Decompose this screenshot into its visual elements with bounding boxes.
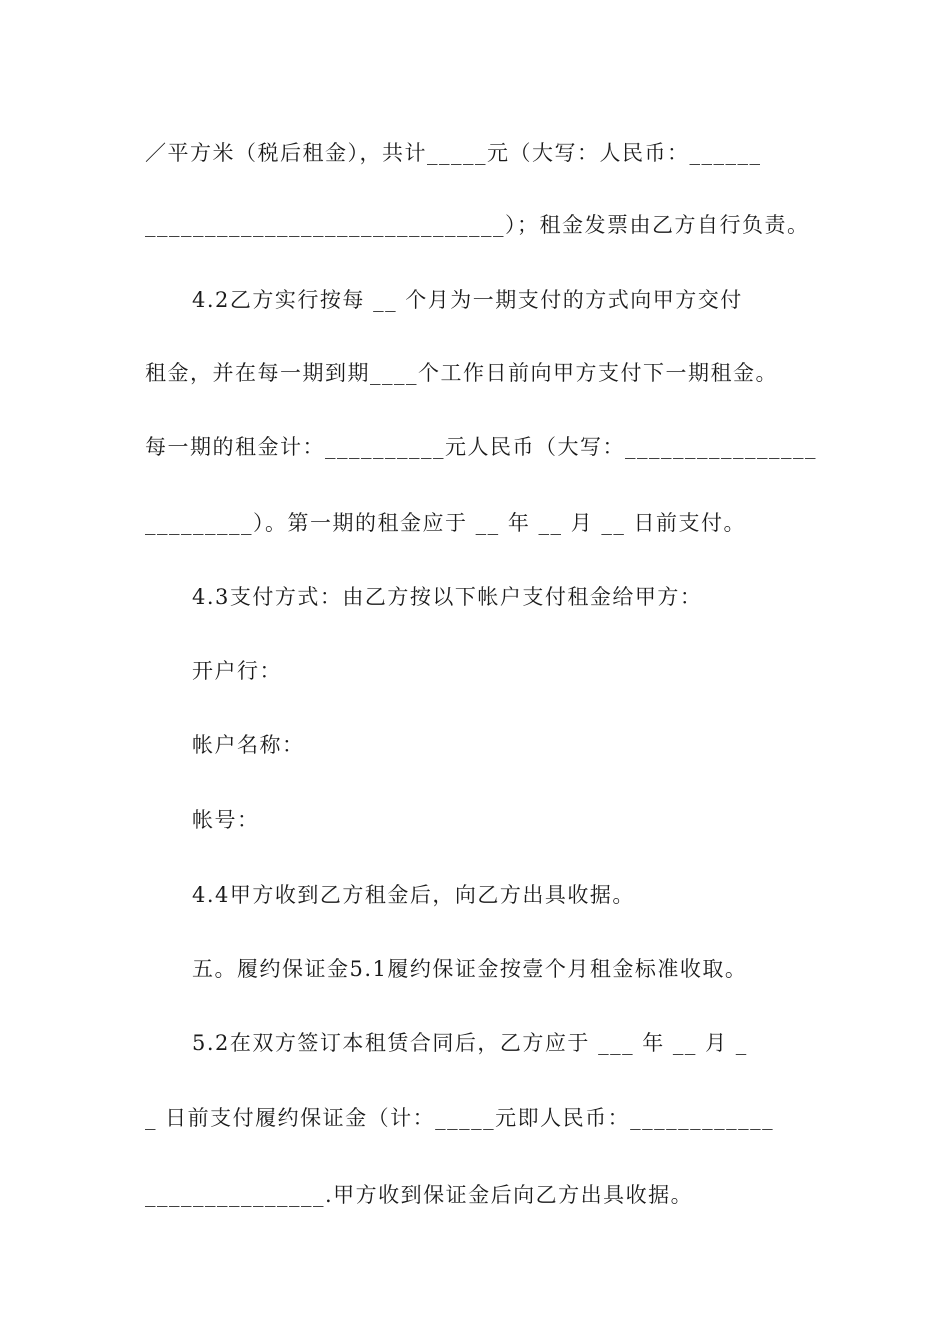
clause-5-2-line-1: 5.2在双方签订本租赁合同后，乙方应于 ___ 年 __ 月 _ — [192, 1031, 748, 1055]
bank-name-label: 开户行： — [192, 659, 282, 683]
rent-total-line: ／平方米（税后租金），共计_____元（大写：人民币：______ — [145, 141, 762, 165]
section-5-heading: 五。履约保证金5.1履约保证金按壹个月租金标准收取。 — [192, 957, 748, 981]
clause-4-2-line-3: 每一期的租金计：__________元人民币（大写：________________ — [145, 435, 817, 459]
clause-4-3-heading: 4.3支付方式：由乙方按以下帐户支付租金给甲方： — [192, 585, 703, 609]
clause-4-4-line: 4.4甲方收到乙方租金后，向乙方出具收据。 — [192, 883, 635, 907]
clause-5-2-line-2: _ 日前支付履约保证金（计：_____元即人民币：____________ — [145, 1106, 775, 1130]
rent-invoice-line: ______________________________）；租金发票由乙方自行负责。 — [145, 213, 810, 237]
clause-4-2-line-1: 4.2乙方实行按每 __ 个月为一期支付的方式向甲方交付 — [192, 288, 743, 312]
account-name-label: 帐户名称： — [192, 733, 305, 757]
clause-4-2-line-4: _________）。第一期的租金应于 __ 年 __ 月 __ 日前支付。 — [145, 511, 747, 535]
account-number-label: 帐号： — [192, 808, 260, 832]
clause-5-2-line-3: _______________.甲方收到保证金后向乙方出具收据。 — [145, 1183, 694, 1207]
clause-4-2-line-2: 租金，并在每一期到期____个工作日前向甲方支付下一期租金。 — [145, 361, 778, 385]
